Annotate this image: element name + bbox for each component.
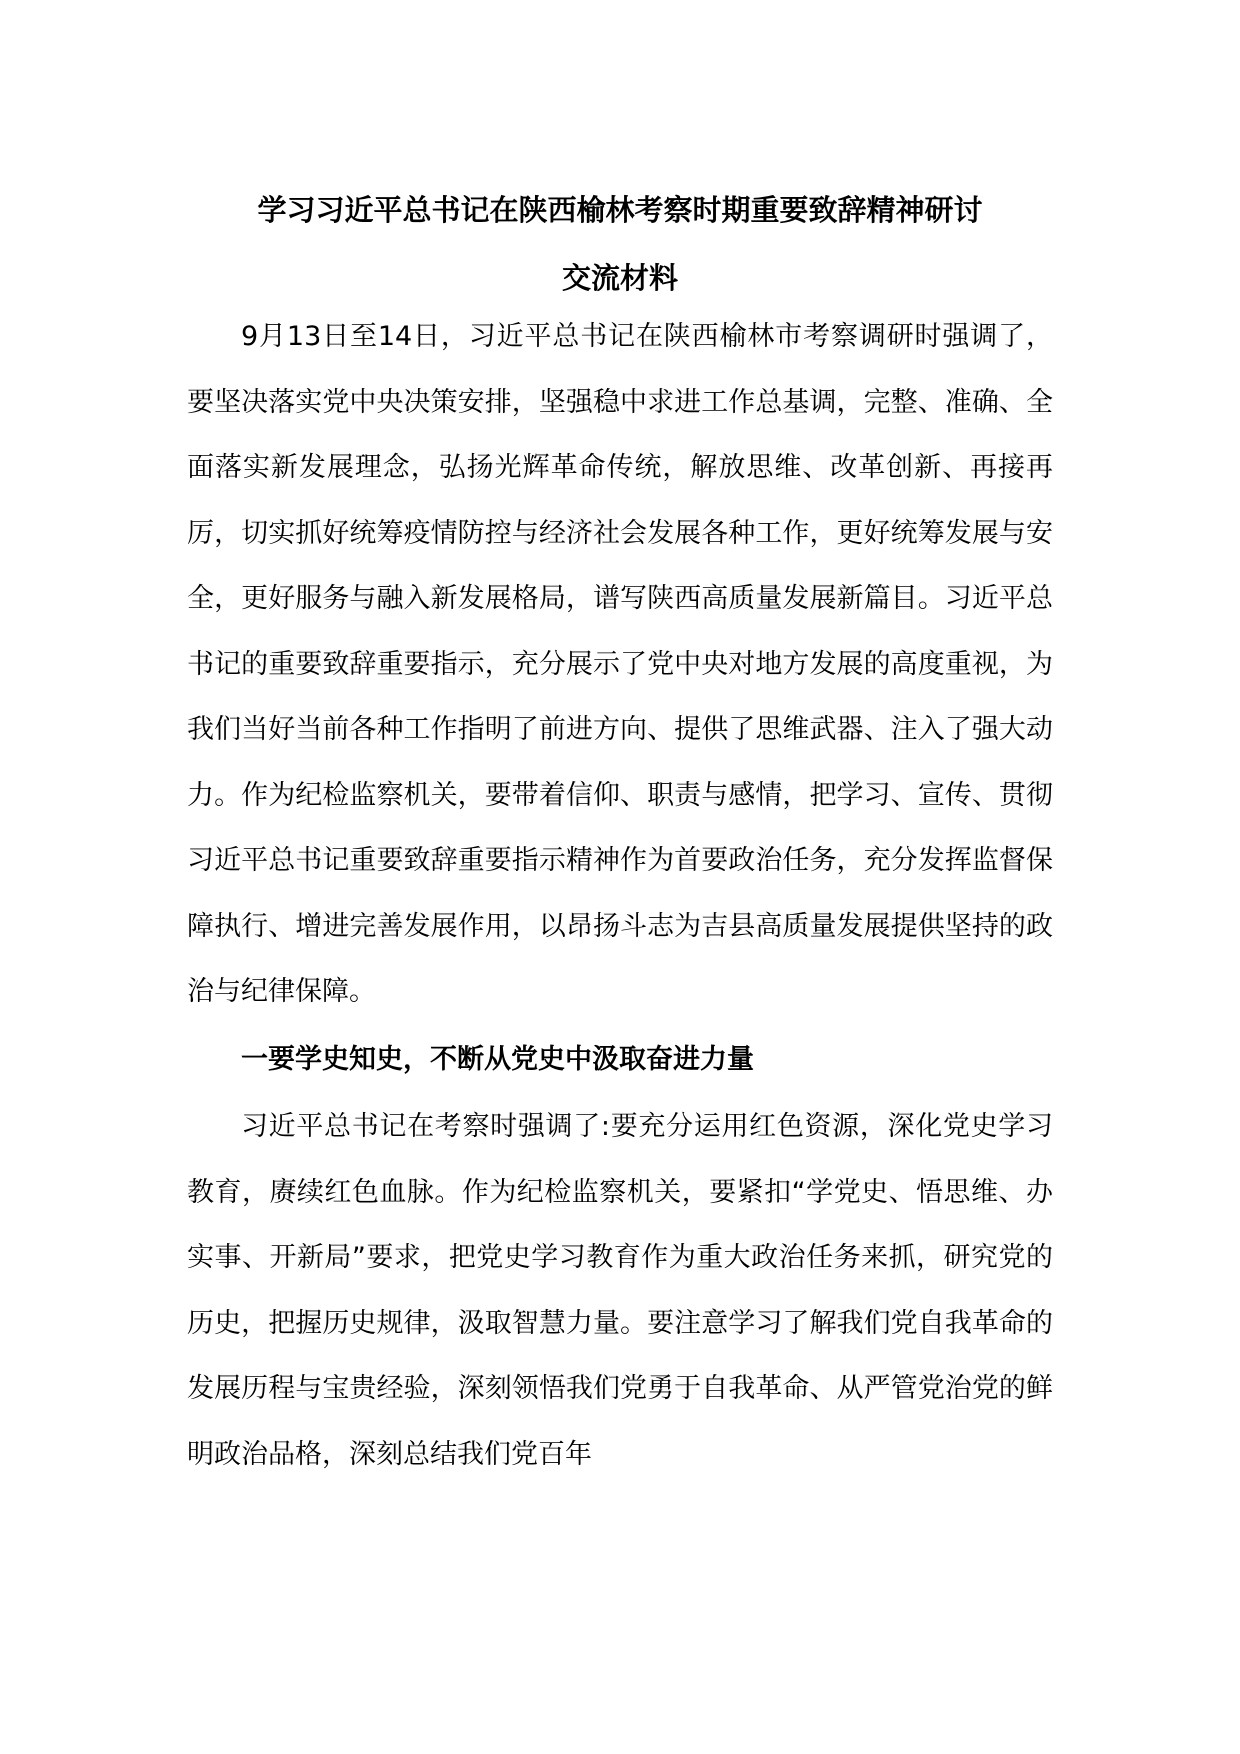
body-paragraph-2: 习近平总书记在考察时强调了:要充分运用红色资源，深化党史学习教育，赓续红色血脉。作为纪检监察机关，要紧扣“学党史、悟思维、办实事、开新局”要求，把党史学习教育作为重大政治任务来抓，研究党的历史，把握历史规律，汲取智慧力量。要注意学习了解我们党自我革命的发展历程与宝贵经验，深刻领悟我们党勇于自我革命、从严管党治党的鲜明政治品格，深刻总结我们党百年 bbox=[187, 1111, 1053, 1470]
body-paragraph-1: 9月13日至14日，习近平总书记在陕西榆林市考察调研时强调了，要坚决落实党中央决策安排，坚强稳中求进工作总基调，完整、准确、全面落实新发展理念，弘扬光辉革命传统，解放思维、改革创新、再接再厉，切实抓好统筹疫情防控与经济社会发展各种工作，更好统筹发展与安全，更好服务与融入新发展格局，谱写陕西高质量发展新篇目。习近平总书记的重要致辞重要指示，充分展示了党中央对地方发展的高度重视，为我们当好当前各种工作指明了前进方向、提供了思维武器、注入了强大动力。作为纪检监察机关，要带着信仰、职责与感情，把学习、宣传、贯彻习近平总书记重要致辞重要指示精神作为首要政治任务，充分发挥监督保障执行、增进完善发展作用，以昂扬斗志为吉县高质量发展提供坚持的政治与纪律保障。 bbox=[187, 321, 1053, 1007]
document-body bbox=[187, 176, 1053, 1487]
document-title-line-2: 交流材料 bbox=[561, 261, 678, 295]
document-title-line-1: 学习习近平总书记在陕西榆林考察时期重要致辞精神研讨 bbox=[257, 193, 983, 227]
section-heading-1: 一要学史知史，不断从党史中汲取奋进力量 bbox=[241, 1043, 754, 1075]
